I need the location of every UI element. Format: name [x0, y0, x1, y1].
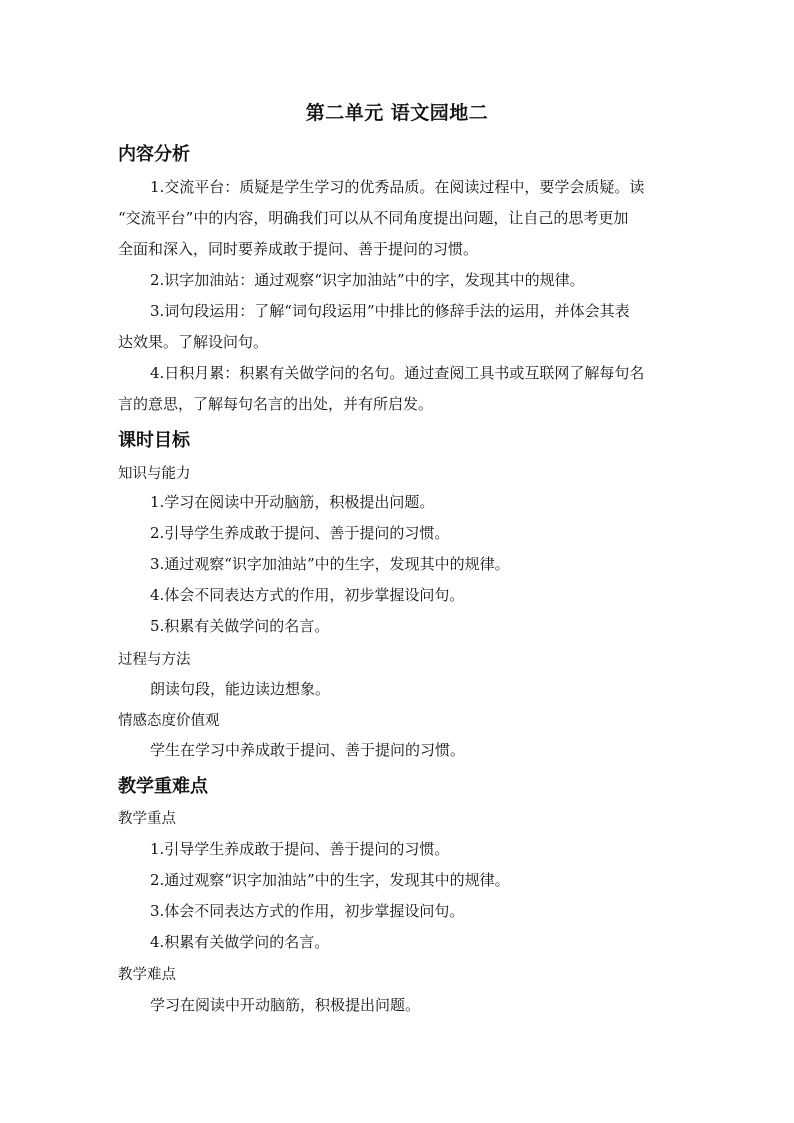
subheading-process: 过程与方法	[118, 652, 191, 668]
paragraph-line: 3.词句段运用：了解“词句段运用”中排比的修辞手法的运用，并体会其表	[150, 302, 630, 320]
subheading-focus: 教学重点	[118, 811, 176, 827]
list-item: 朗读句段，能边读边想象。	[150, 680, 331, 698]
subheading-difficulty: 教学难点	[118, 967, 176, 983]
paragraph-line: 1.交流平台：质疑是学生学习的优秀品质。在阅读过程中，要学会质疑。读	[150, 178, 645, 196]
list-item: 2.引导学生养成敢于提问、善于提问的习惯。	[150, 524, 450, 542]
section-heading-key-points: 教学重难点	[118, 776, 208, 797]
section-heading-content-analysis: 内容分析	[118, 144, 190, 165]
paragraph-line: 达效果。了解设问句。	[118, 333, 269, 351]
list-item: 4.体会不同表达方式的作用，初步掌握设问句。	[150, 586, 465, 604]
paragraph-line: 2.识字加油站：通过观察“识字加油站”中的字，发现其中的规律。	[150, 271, 585, 289]
paragraph-line: 全面和深入，同时要养成敢于提问、善于提问的习惯。	[118, 240, 479, 258]
list-item: 4.积累有关做学问的名言。	[150, 933, 330, 951]
paragraph-line: 言的意思，了解每句名言的出处，并有所启发。	[118, 395, 434, 413]
list-item: 学习在阅读中开动脑筋，积极提出问题。	[150, 996, 421, 1014]
list-item: 2.通过观察“识字加油站”中的生字，发现其中的规律。	[150, 871, 510, 889]
paragraph-line: “交流平台”中的内容，明确我们可以从不同角度提出问题，让自己的思考更加	[118, 209, 629, 227]
page-title: 第二单元 语文园地二	[305, 102, 489, 124]
section-heading-objectives: 课时目标	[118, 430, 190, 451]
subheading-emotion: 情感态度价值观	[118, 713, 220, 729]
list-item: 3.通过观察“识字加油站”中的生字，发现其中的规律。	[150, 555, 510, 573]
list-item: 3.体会不同表达方式的作用，初步掌握设问句。	[150, 902, 465, 920]
list-item: 1.引导学生养成敢于提问、善于提问的习惯。	[150, 840, 450, 858]
list-item: 5.积累有关做学问的名言。	[150, 617, 330, 635]
subheading-knowledge: 知识与能力	[118, 466, 191, 482]
paragraph-line: 4.日积月累：积累有关做学问的名句。通过查阅工具书或互联网了解每句名	[150, 364, 645, 382]
list-item: 1.学习在阅读中开动脑筋，积极提出问题。	[150, 493, 435, 511]
list-item: 学生在学习中养成敢于提问、善于提问的习惯。	[150, 741, 466, 759]
